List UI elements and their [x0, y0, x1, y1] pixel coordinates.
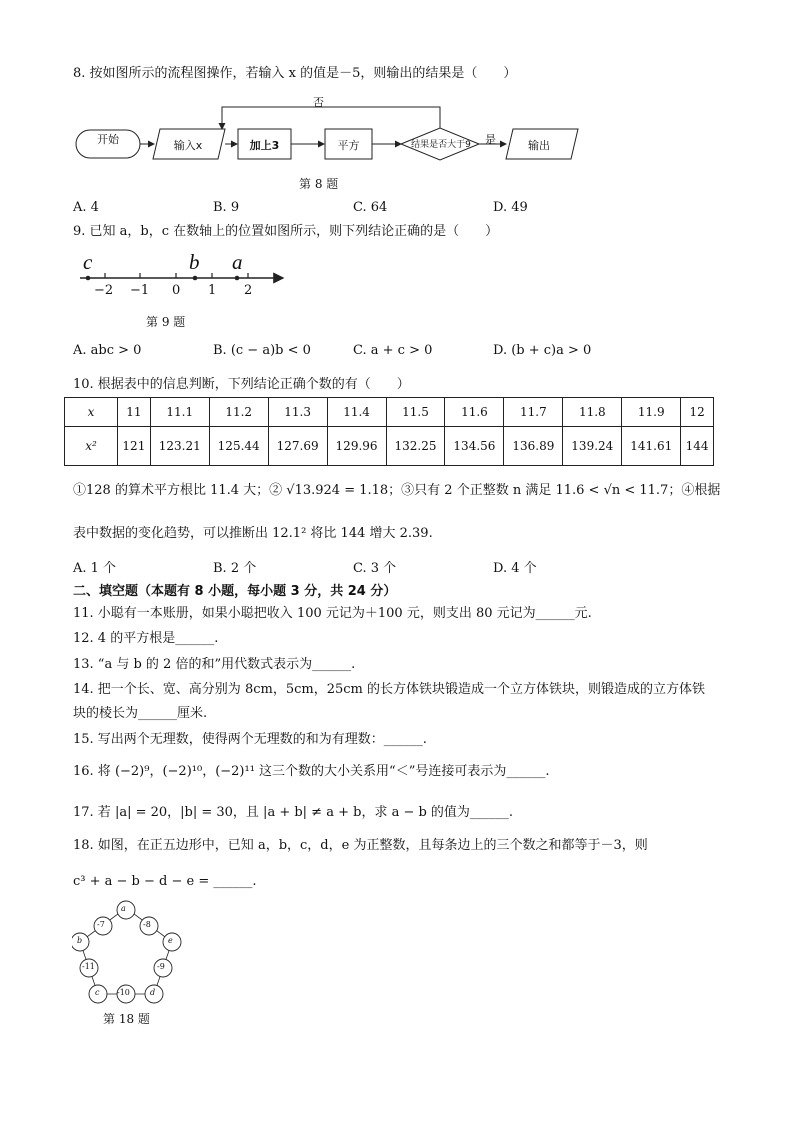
tick-label-1: 1 — [208, 283, 217, 298]
table-header-x2: x² — [65, 427, 118, 466]
q10-option-c: C. 3 个 — [353, 561, 397, 576]
q10-statements-line1: ①128 的算术平方根比 11.4 大；② √13.924 = 1.18；③只有 2 个正整数 n 满足 11.6 < √n < 11.7；④根据 — [73, 483, 721, 498]
q9-option-d: D. (b + c)a > 0 — [493, 343, 592, 358]
table-cell: 132.25 — [386, 427, 445, 466]
q10-option-b: B. 2 个 — [213, 561, 257, 576]
q18-text-line1: 18. 如图，在正五边形中，已知 a，b，c，d，e 为正整数，且每条边上的三个数之和都等于－3，则 — [73, 838, 648, 853]
q9-option-c: C. a + c > 0 — [353, 343, 433, 358]
flow-yes-label: 是 — [485, 133, 496, 146]
section-heading: 二、填空题（本题有 8 小题，每小题 3 分，共 24 分） — [73, 584, 397, 599]
q15-text: 15. 写出两个无理数，使得两个无理数的和为有理数：______. — [73, 732, 427, 747]
q16-text: 16. 将 (−2)⁹，(−2)¹⁰，(−2)¹¹ 这三个数的大小关系用“＜”号连接可表示为______. — [73, 764, 550, 779]
table-cell: 11.9 — [622, 398, 681, 427]
axis-label-b: b — [189, 250, 200, 274]
q14-text-line2: 块的棱长为______厘米. — [73, 706, 208, 721]
q9-stem: 9. 已知 a，b，c 在数轴上的位置如图所示，则下列结论正确的是（ ） — [73, 224, 499, 239]
q12-text: 12. 4 的平方根是______. — [73, 631, 219, 646]
pentagon-circle-neg8: -8 — [143, 920, 151, 929]
table-cell: 123.21 — [150, 427, 209, 466]
tick-label-2: 2 — [244, 283, 253, 298]
axis-label-a: a — [232, 250, 243, 274]
table-cell: 11.1 — [150, 398, 209, 427]
q8-caption: 第 8 题 — [299, 177, 339, 191]
table-cell: 127.69 — [268, 427, 327, 466]
pentagon-circle-neg10: -10 — [117, 988, 130, 997]
table-cell: 11.6 — [445, 398, 504, 427]
pentagon-circle-e: e — [168, 936, 173, 945]
flowchart-lines — [70, 92, 590, 172]
pentagon-circle-c: c — [95, 988, 100, 997]
tick-label-0: 0 — [172, 283, 181, 298]
table-cell: 144 — [681, 427, 714, 466]
q8-stem: 8. 按如图所示的流程图操作，若输入 x 的值是－5，则输出的结果是（ ） — [73, 66, 517, 81]
q8-option-a: A. 4 — [73, 200, 99, 215]
q9-option-b: B. (c − a)b < 0 — [213, 343, 311, 358]
pentagon-circle-b: b — [77, 936, 83, 945]
q18-text-line2: c³ + a − b − d − e = ______. — [73, 874, 257, 889]
pentagon-circle-d: d — [150, 988, 156, 997]
table-cell: 141.61 — [622, 427, 681, 466]
flow-square-label: 平方 — [337, 139, 360, 152]
table-row-x — [65, 398, 714, 427]
flow-add-label: 加上3 — [249, 139, 280, 152]
pentagon-circle-neg9: -9 — [157, 962, 165, 971]
q17-text: 17. 若 |a| = 20，|b| = 30，且 |a + b| ≠ a + b，求 a − b 的值为______. — [73, 805, 514, 820]
pentagon-circle-neg7: -7 — [97, 920, 105, 929]
q10-option-a: A. 1 个 — [73, 561, 117, 576]
axis-label-c: c — [83, 250, 93, 274]
q10-option-d: D. 4 个 — [493, 561, 537, 576]
q8-option-b: B. 9 — [213, 200, 240, 215]
table-cell: 11 — [118, 398, 151, 427]
table-cell: 11.8 — [563, 398, 622, 427]
flow-input-label: 输入x — [173, 139, 203, 152]
flow-start-label: 开始 — [97, 133, 119, 146]
table-cell: 134.56 — [445, 427, 504, 466]
table-cell: 125.44 — [209, 427, 268, 466]
table-cell: 11.3 — [268, 398, 327, 427]
q10-stem: 10. 根据表中的信息判断，下列结论正确个数的有（ ） — [73, 377, 410, 392]
tick-label-neg2: −2 — [94, 283, 114, 298]
table-cell: 136.89 — [504, 427, 563, 466]
q10-statements-line2: 表中数据的变化趋势，可以推断出 12.1² 将比 144 增大 2.39. — [73, 526, 433, 541]
table-cell: 11.5 — [386, 398, 445, 427]
q10-table — [64, 397, 714, 466]
table-cell: 11.4 — [327, 398, 386, 427]
flow-decision-label: 结果是否大于9 — [411, 140, 471, 150]
q8-option-c: C. 64 — [353, 200, 388, 215]
flow-no-label: 否 — [313, 96, 324, 109]
pentagon-circle-neg11: -11 — [82, 962, 95, 971]
flow-output-label: 输出 — [528, 139, 550, 152]
tick-label-neg1: −1 — [130, 283, 150, 298]
table-cell: 11.2 — [209, 398, 268, 427]
table-cell: 12 — [681, 398, 714, 427]
table-header-x: x — [65, 398, 118, 427]
q14-text-line1: 14. 把一个长、宽、高分别为 8cm，5cm，25cm 的长方体铁块锻造成一个立方体铁块，则锻造成的立方体铁 — [73, 682, 705, 697]
q13-text: 13. “a 与 b 的 2 倍的和”用代数式表示为______. — [73, 657, 356, 672]
table-row-x2 — [65, 427, 714, 466]
table-cell: 121 — [118, 427, 151, 466]
pentagon-circle-a: a — [121, 904, 126, 913]
q9-caption: 第 9 题 — [146, 315, 186, 329]
table-cell: 11.7 — [504, 398, 563, 427]
q8-option-d: D. 49 — [493, 200, 528, 215]
q18-caption: 第 18 题 — [103, 1012, 150, 1026]
q11-text: 11. 小聪有一本账册，如果小聪把收入 100 元记为＋100 元，则支出 80 元记为______元. — [73, 606, 592, 621]
table-cell: 139.24 — [563, 427, 622, 466]
q9-option-a: A. abc > 0 — [73, 343, 142, 358]
table-cell: 129.96 — [327, 427, 386, 466]
